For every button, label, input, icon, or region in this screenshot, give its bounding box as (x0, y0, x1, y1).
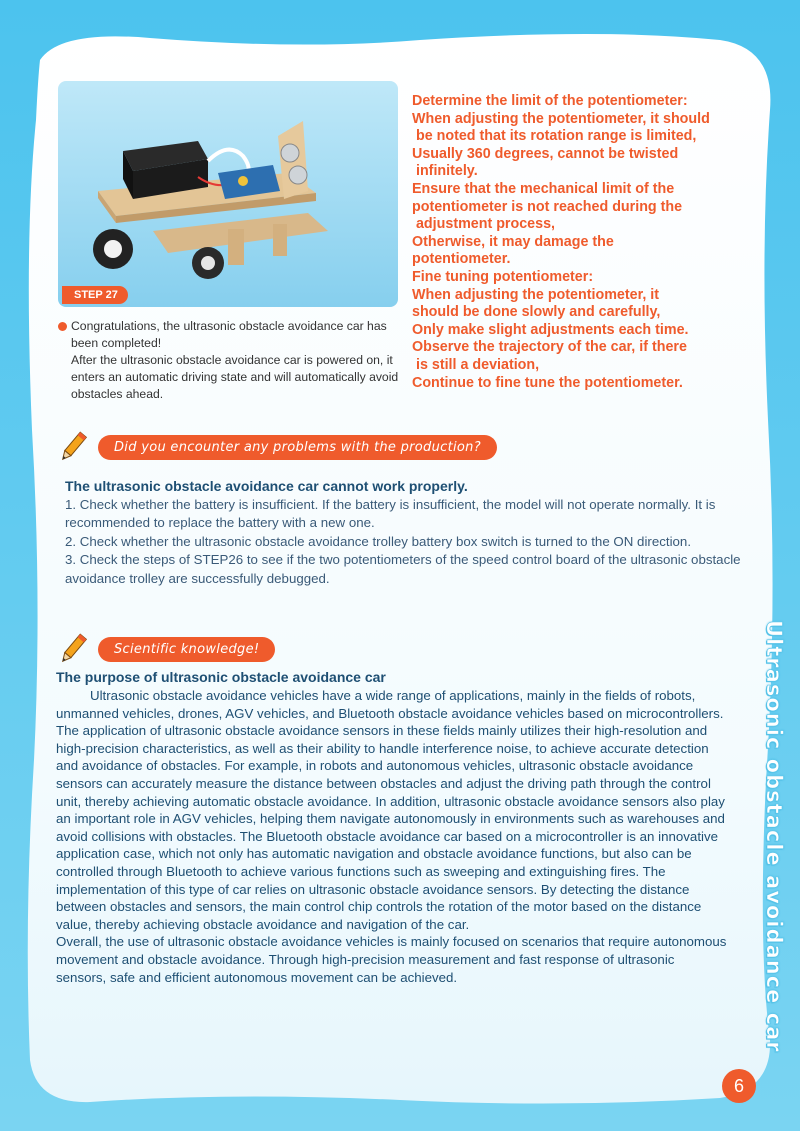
product-photo (58, 81, 398, 307)
photo-caption (58, 318, 403, 403)
tip-line: When adjusting the potentiometer, it should (412, 110, 710, 127)
bullet-dot-icon (58, 322, 67, 331)
page-number: 6 (722, 1069, 756, 1103)
science-body (56, 687, 728, 986)
tip-line: Otherwise, it may damage the (412, 233, 614, 250)
problem-item: 1. Check whether the battery is insufficient. If the battery is insufficient, the model will not operate normally. It is recommended to replace the battery with a new one. (65, 497, 716, 531)
problem-title: The ultrasonic obstacle avoidance car cannot work properly. (65, 478, 468, 494)
step-badge: STEP 27 (62, 286, 128, 304)
pencil-icon (56, 632, 90, 666)
tip-line: Determine the limit of the potentiometer: (412, 93, 688, 109)
tip-line: potentiometer is not reached during the (412, 198, 683, 215)
tip-line: Only make slight adjustments each time. (412, 321, 689, 338)
tip-line: Ensure that the mechanical limit of the (412, 180, 675, 197)
science-paragraph: Overall, the use of ultrasonic obstacle avoidance vehicles is mainly focused on scenarios that require autonomous movement and obstacle avoidance. Through high-precision measurement and fast response of ultrasonic sensors, safe and efficient autonomous movement can be achieved. (56, 934, 727, 985)
side-title: Ultrasonic obstacle avoidance car (762, 620, 786, 1053)
caption-line: Congratulations, the ultrasonic obstacle avoidance car has been completed! (71, 319, 387, 350)
problem-item: 3. Check the steps of STEP26 to see if the two potentiometers of the speed control board of the ultrasonic obstacle avoidance trolley are successfully debugged. (65, 552, 741, 586)
problems-heading-label: Did you encounter any problems with the production? (98, 435, 497, 460)
caption-line: After the ultrasonic obstacle avoidance car is powered on, it enters an automatic driving state and will automatically avoid obstacles ahead. (71, 353, 399, 401)
tip-line: Continue to fine tune the potentiometer. (412, 374, 683, 391)
tip-line: is still a deviation, (412, 356, 540, 373)
tip-line: Observe the trajectory of the car, if there (412, 339, 687, 356)
science-heading-label: Scientific knowledge! (98, 637, 275, 662)
tip-line: potentiometer. (412, 251, 511, 268)
tip-line: infinitely. (412, 163, 478, 180)
problem-item: 2. Check whether the ultrasonic obstacle avoidance trolley battery box switch is turned to the ON direction. (65, 533, 692, 549)
tip-line: be noted that its rotation range is limited, (412, 128, 697, 145)
potentiometer-tips (412, 93, 772, 392)
problems-list (65, 496, 745, 588)
tip-line: Fine tuning potentiometer: (412, 268, 594, 285)
pencil-icon (56, 430, 90, 464)
problems-heading (56, 430, 497, 464)
science-heading (56, 632, 275, 666)
science-paragraph: The application of ultrasonic obstacle avoidance sensors in these fields mainly utilizes their high-resolution and high-precision characteristics, as well as their ability to handle interference noise, to achieve accurate detection and avoidance of obstacles. For example, in robots and autonomous vehicles, ultrasonic obstacle avoidance sensors can accurately measure the distance between obstacles and adjust the driving path through the control unit, thereby achieving automatic obstacle avoidance. In addition, ultrasonic obstacle avoidance sensors also play an important role in AGV vehicles, helping them navigate autonomously in environments such as warehouses and avoid collisions with obstacles. The Bluetooth obstacle avoidance car based on a microcontroller is an innovative application case, which not only has automatic navigation and obstacle avoidance functions, but also can be controlled through Bluetooth to achieve various functions such as sweeping and extinguishing fires. The implementation of this type of car relies on ultrasonic obstacle avoidance sensors. By detecting the distance between obstacles and sensors, the main control chip controls the rotation of the motor based on the distance value, thereby achieving obstacle avoidance and navigation of the car. (56, 723, 725, 932)
tip-line: adjustment process, (412, 216, 556, 233)
tip-line: should be done slowly and carefully, (412, 304, 661, 321)
tip-line: When adjusting the potentiometer, it (412, 286, 660, 303)
tip-line: Usually 360 degrees, cannot be twisted (412, 145, 679, 162)
science-paragraph: Ultrasonic obstacle avoidance vehicles have a wide range of applications, mainly in the fields of robots, unmanned vehicles, drones, AGV vehicles, and Bluetooth obstacle avoidance vehicles based on microcontrollers. (56, 688, 724, 721)
science-title: The purpose of ultrasonic obstacle avoidance car (56, 669, 386, 685)
